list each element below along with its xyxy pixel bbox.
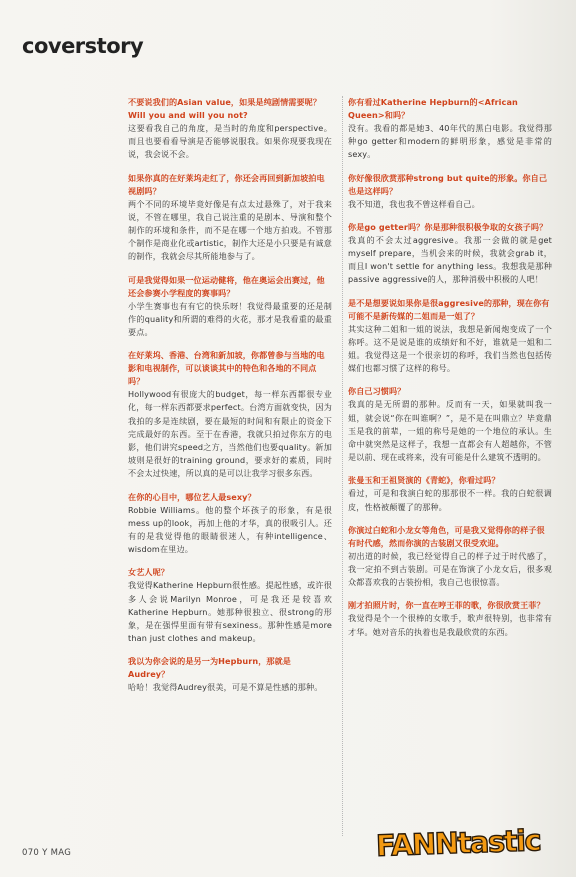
fanntastic-logo: FANNtastic	[375, 823, 541, 863]
qa-block	[348, 172, 552, 211]
question-text: 我以为你会说的是另一为Hepburn，那就是Audrey？	[128, 656, 291, 680]
question-text: 在你的心目中，哪位艺人最sexy？	[128, 491, 256, 502]
qa-block	[348, 524, 552, 590]
answer-text: 这要看我自己的角度，是当时的角度和perspective。而且也要看看导演是否能够说服我。如果你现要我现在说，我会说不会。	[128, 123, 332, 160]
question-text: 是不是想要说如果你是很aggresive的那种，现在你有可能不是新传媒的二姐而是一姐了？	[348, 297, 550, 321]
qa-block	[348, 297, 552, 376]
qa-block	[128, 274, 332, 340]
answer-text: 两个不同的环境毕竟好像是有点太过悬殊了，对于我来说，不管在哪里，我自己说注重的是剧本、导演和整个制作的环境和条件，而不是在哪一个地方拍戏。不管那个制作是商业化或artistic，制作大还是小只要是有诚意的制作，我就会尽其所能地参与了。	[128, 198, 332, 262]
answer-text: 其实这种二姐和一姐的说法，我想是新闻炮变成了一个称呼。这不是说是谁的成绩好和不好，谁就是一姐和二姐。我觉得这是一个很亲切的称呼，我们当然也包括传媒们也都习惯了这样的称号。	[348, 323, 552, 374]
right-column	[348, 96, 552, 649]
question-text: 在好莱坞、香港、台湾和新加坡，你都曾参与当地的电影和电视制作，可以谈谈其中的特色和各地的不同点吗？	[128, 350, 325, 387]
question-text: 你自己习惯吗？	[348, 386, 406, 397]
qa-block	[128, 172, 332, 264]
qa-block	[348, 221, 552, 287]
answer-text: 我觉得是个一个很棒的女歌手，歌声很特别，也非常有才华。她对音乐的执着也是我最欣赏的东西。	[348, 613, 552, 637]
answer-text: 哈哈！我觉得Audrey很美，可是不算是性感的那种。	[128, 682, 323, 693]
answer-text: 没有。我看的都是她3、40年代的黑白电影。我觉得那种go getter和modern的鲜明形象，感觉是非常的sexy。	[348, 123, 552, 160]
answer-text: 小学生赛事也有有它的快乐呀！我觉得最重要的还是制作的quality和所谓的难得的火花，那才是我看重的最重要点。	[128, 300, 332, 338]
question-text: 你是go getter吗？你是那种很积极争取的女孩子吗？	[348, 221, 548, 232]
section-title: coverstory	[22, 34, 144, 58]
question-text: 女艺人呢？	[128, 567, 169, 578]
question-text: 你演过白蛇和小龙女等角色，可是我又觉得你的样子很有时代感，然而你演的古装剧又很受欢迎。	[348, 524, 545, 548]
question-text: 刚才拍照片时，你一直在哼王菲的歌，你很欣赏王菲？	[348, 600, 545, 611]
question-text: 你好像很欣赏那种strong but quite的形象。你自己也是这样吗？	[348, 172, 548, 196]
qa-block	[128, 491, 332, 557]
page-footer: 070 Y MAG	[22, 848, 72, 858]
question-text: 张曼玉和王祖贤演的《青蛇》，你看过吗？	[348, 475, 500, 486]
question-text: 不要说我们的Asian value，如果是纯剧情需要呢？ Will you and will you not?	[128, 97, 322, 120]
answer-text: Robbie Williams。他的整个坏孩子的形象，有是很mess up的look，再加上他的才华，真的很吸引人。还有的是我觉得他的眼睛很迷人，有种intelligence、wisdom在里边。	[128, 504, 332, 555]
left-column	[128, 96, 332, 705]
qa-block	[128, 566, 332, 645]
question-text: 你有看过Katherine Hepburn的<African Queen>和吗？	[348, 97, 518, 120]
column-divider	[342, 96, 344, 836]
qa-block	[348, 96, 552, 162]
qa-block	[128, 349, 332, 480]
question-text: 可是我觉得如果一位运动健将，他在奥运会出赛过，他还会参赛小学程度的赛事吗？	[128, 274, 325, 298]
answer-text: Hollywood有很庞大的budget，每一样东西都很专业化，每一样东西都要求perfect。台湾方面就变快，因为我拍的多是连续剧，要在最短的时间和有限止的资金下完成最好的东西。至于在香港，我就只拍过你东方的电影，他们讲究speed之方，当然他们也要quality。新加坡则是很好的training ground，要求好的素质，同时不会太过快速，所以真的是可以让我学习很多东西。	[128, 389, 332, 479]
answer-text: 我真的不会太过aggresive。我那一会做的就是get myself prepare，当机会来的时候，我就会grab it，而且I won't settle for anything less。我想我是那种passive aggressive的人，那种消极中积极的人吧！	[348, 234, 552, 285]
qa-block	[128, 655, 332, 694]
answer-text: 我觉得Katherine Hepburn很性感。提起性感，或许很多人会说Marilyn Monroe，可是我还是较喜欢Katherine Hepburn。她那种很独立、很strong的形象，是在强悍里面有带有sexiness。那种性感是more than just clothes and makeup。	[128, 580, 332, 644]
question-text: 如果你真的在好莱坞走红了，你还会再回到新加坡拍电视剧吗？	[128, 172, 325, 196]
qa-block	[348, 599, 552, 638]
qa-block	[128, 96, 332, 162]
answer-text: 我不知道，我也我不曾这样看自己。	[348, 198, 480, 209]
answer-text: 看过，可是和我演白蛇的那那很不一样。我的白蛇很调皮，性格被颠覆了的那种。	[348, 488, 552, 512]
qa-block	[348, 385, 552, 464]
answer-text: 我真的是无所谓的那种。反而有一天，如果就叫我一姐，就会说“你在叫谁啊？”，是不是在叫鼎立？毕竟鼎玉是我的前辈，一姐的称号是她的一个地位的承认。生命中就突然是这样子，我想一直都会有人超越你，不管是以前、现在或将来，没有可能是什么建筑不透明的。	[348, 399, 552, 463]
qa-block	[348, 474, 552, 513]
answer-text: 初出道的时候，我已经觉得自己的样子过于时代感了，我一定拍不到古装剧。可是在饰演了小龙女后，很多观众都喜欢我的古装扮相，我自己也很惊喜。	[348, 550, 552, 588]
